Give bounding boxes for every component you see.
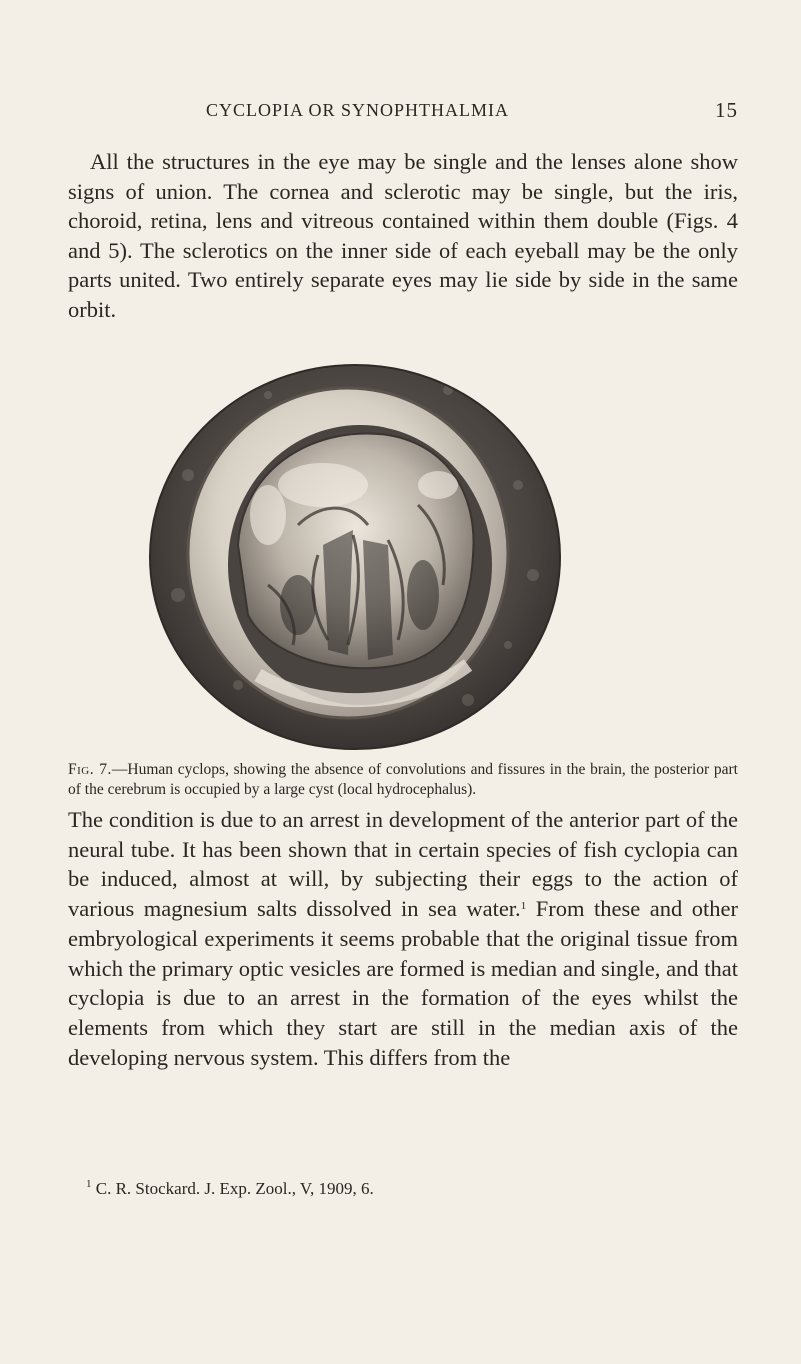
figure-7-photograph — [148, 355, 562, 755]
paragraph-2-text-before-note: The condition is due to an arrest in development of the anterior part of the neural tube. It has been shown that in certain species of fish cyclopia can be induced, almost at will, by subjecting their eggs to the action of various magnesium salts dissolved in sea water. — [68, 807, 738, 922]
running-head — [68, 100, 738, 128]
running-title: CYCLOPIA OR SYNOPHTHALMIA — [206, 100, 510, 120]
figure-caption-text: —Human cyclops, showing the absence of convolutions and fissures in the brain, the posterior part of the cerebrum is occupied by a large cyst (local hydrocephalus). — [68, 761, 738, 798]
figure-label: Fig. 7. — [68, 761, 112, 778]
footnote-marker: 1 — [86, 1178, 92, 1190]
paragraph-2-text-after-note: From these and other embryological experiments it seems probable that the original tissue from which the primary optic vesicles are formed is median and single, and that cyclopia is due to an arrest in the formation of the eyes whilst the elements from which they start are still in the median axis of the developing nervous system. This differs from the — [68, 896, 738, 1070]
footnote-text: C. R. Stockard. J. Exp. Zool., V, 1909, 6. — [91, 1179, 374, 1198]
footnote — [86, 1178, 736, 1200]
page-number: 15 — [715, 98, 738, 122]
paragraph-2 — [68, 805, 738, 1072]
figure-caption — [68, 760, 738, 800]
cyclops-brain-photo — [148, 355, 562, 755]
footnote-reference[interactable]: 1 — [520, 900, 527, 913]
paragraph-1: All the structures in the eye may be single and the lenses alone show signs of union. The cornea and sclerotic may be single, but the iris, choroid, retina, lens and vitreous contained within them double (Figs. 4 and 5). The sclerotics on the inner side of each eyeball may be the only parts united. Two entirely separate eyes may lie side by side in the same orbit. — [68, 149, 738, 322]
